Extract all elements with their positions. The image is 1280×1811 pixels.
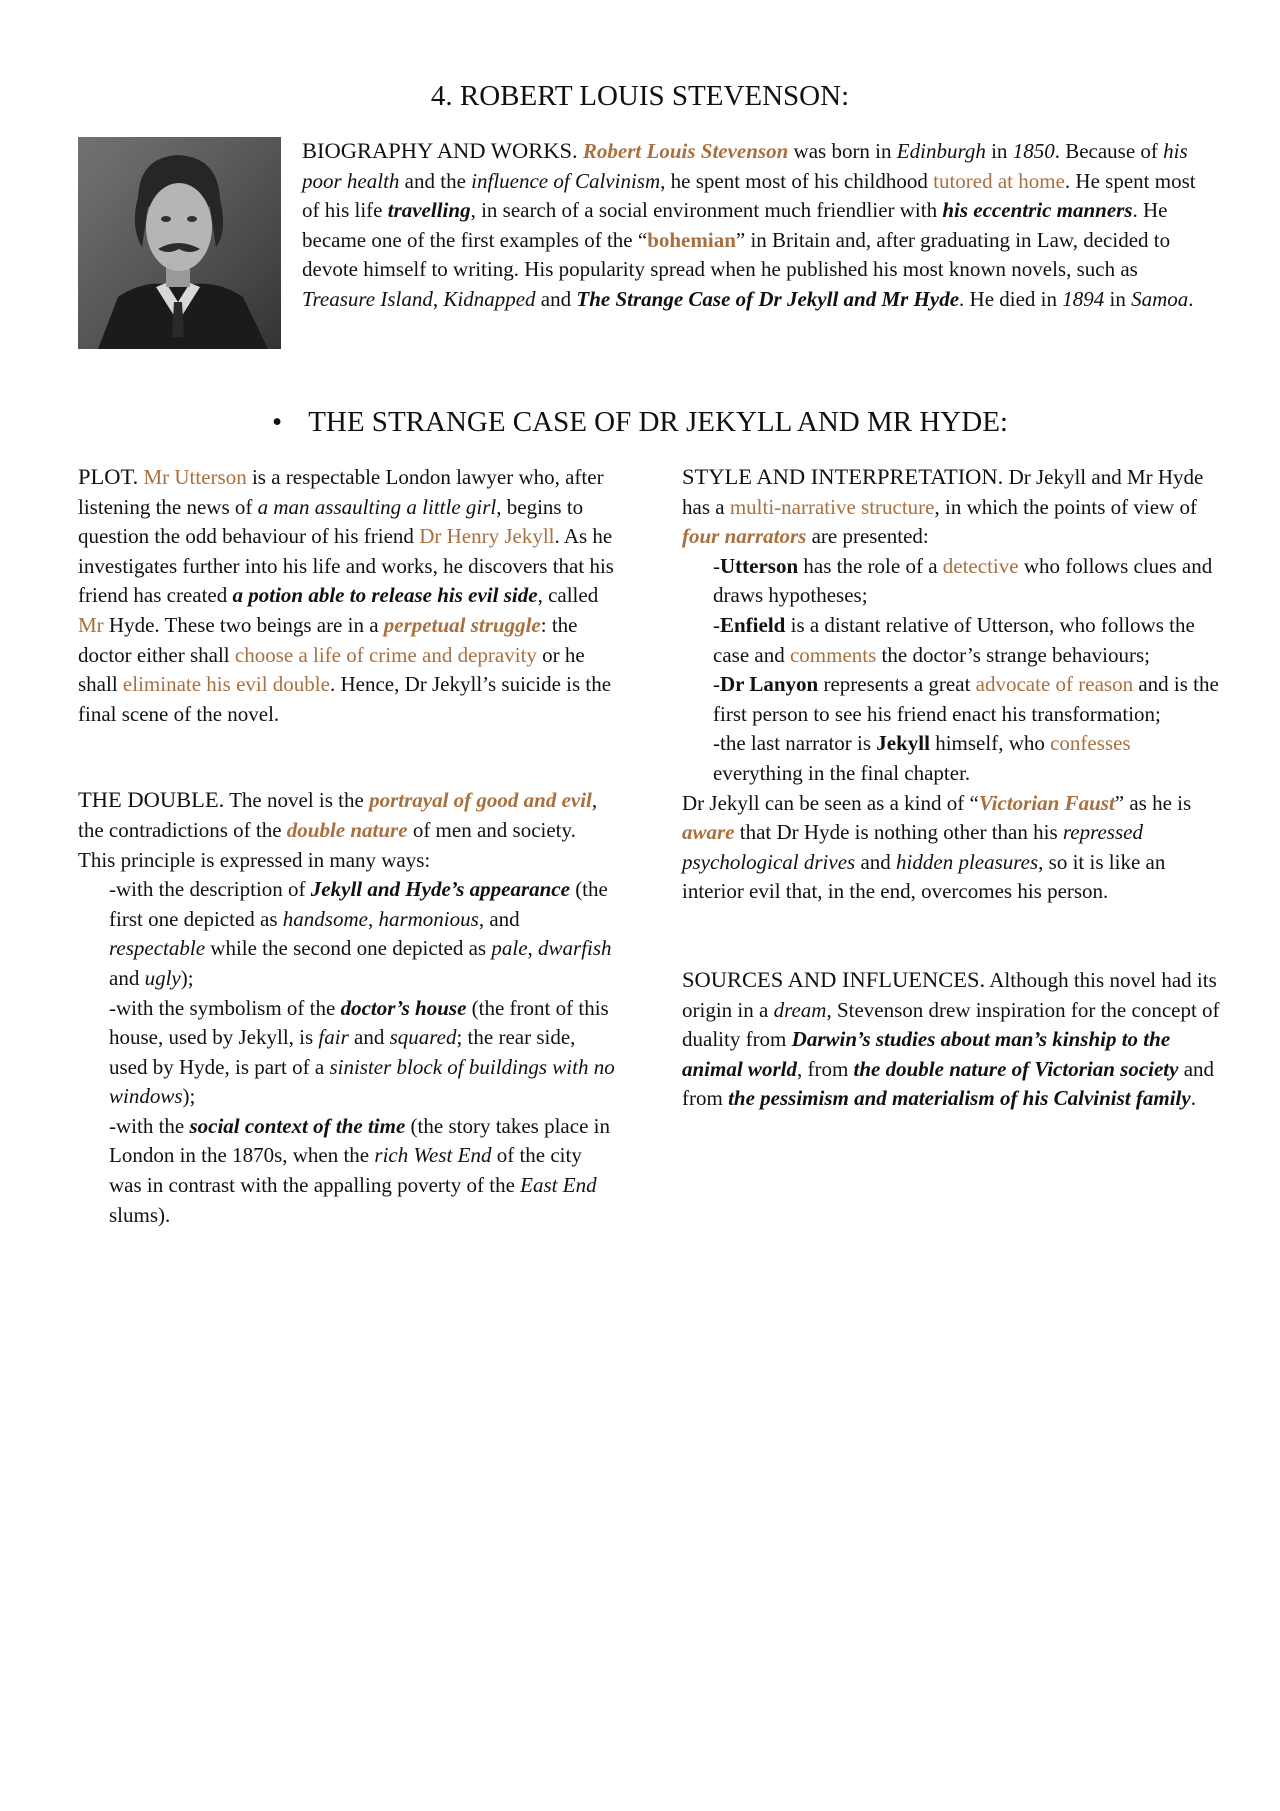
double-respectable: respectable xyxy=(109,936,206,961)
plot-text: Hyde. These two beings are in a xyxy=(103,612,384,637)
bio-text: . xyxy=(1188,286,1194,311)
sources-text: Although this novel had its origin in a xyxy=(682,967,1217,1022)
style-faust-paragraph xyxy=(682,789,1222,907)
double-text: and xyxy=(109,965,145,990)
style-paragraph xyxy=(682,462,1222,552)
bullet-icon: • xyxy=(272,406,283,438)
sources-text: , from xyxy=(796,1056,854,1081)
birth-year: 1850 xyxy=(1012,139,1055,163)
sources-heading: SOURCES AND INFLUENCES. xyxy=(682,966,986,992)
plot-text: . As he investigates further into his life and works, he discovers that his friend has created xyxy=(78,524,614,608)
death-place: Samoa xyxy=(1131,286,1189,311)
style-text: is a distant relative of Utterson, who follows the case and xyxy=(713,612,1195,667)
double-text: , xyxy=(367,906,379,931)
narrator-utterson xyxy=(682,552,1222,611)
double-item-context xyxy=(78,1112,618,1230)
double-paragraph xyxy=(78,785,618,875)
double-item-house xyxy=(78,994,618,1112)
page-title: 4. ROBERT LOUIS STEVENSON: xyxy=(430,80,850,112)
plot-text: is a respectable London lawyer who, after listening the news of xyxy=(78,465,604,519)
double-sinister: sinister block of buildings with no windows xyxy=(109,1054,615,1109)
narrator-lanyon xyxy=(682,670,1222,729)
style-text: Dr Jekyll can be seen as a kind of “ xyxy=(682,790,979,815)
work-treasure-island: Treasure Island xyxy=(302,286,433,311)
sources-paragraph xyxy=(682,965,1222,1114)
double-harmonious: harmonious xyxy=(378,906,479,931)
bio-text: . He spent most of his life xyxy=(302,168,1196,223)
double-text: , the contradictions of the xyxy=(78,788,598,842)
style-detective: detective xyxy=(942,553,1019,578)
portrait-icon xyxy=(78,137,281,349)
sources-dream: dream xyxy=(773,997,827,1022)
bio-text: was born in xyxy=(788,139,897,163)
double-text: -with the xyxy=(109,1113,190,1138)
bio-bohemian: bohemian xyxy=(647,227,736,252)
plot-paragraph xyxy=(78,462,618,729)
style-text: has the role of a xyxy=(798,553,943,578)
double-fair: fair xyxy=(318,1025,349,1050)
double-handsome: handsome xyxy=(282,906,368,931)
style-text: are presented: xyxy=(806,524,929,549)
double-text: (the front of this house, used by Jekyll, is xyxy=(109,995,609,1050)
double-text: of the city was in contrast with the appalling poverty of the xyxy=(109,1143,582,1198)
biography-paragraph xyxy=(302,136,1202,315)
style-faust: Victorian Faust xyxy=(978,790,1115,815)
style-hidden: hidden pleasures xyxy=(896,849,1039,874)
bio-text: and the xyxy=(399,168,472,193)
section-heading-text: THE STRANGE CASE OF DR JEKYLL AND MR HYDE: xyxy=(308,406,1008,438)
double-dwarfish: dwarfish xyxy=(538,936,612,961)
double-house: doctor’s house xyxy=(340,995,467,1020)
bio-text: , he spent most of his childhood xyxy=(660,168,934,193)
double-east-end: East End xyxy=(520,1173,597,1198)
double-text: (the story takes place in London in the 1870s, when the xyxy=(109,1113,610,1168)
bio-text: . Because of xyxy=(1054,139,1164,163)
style-text: , so it is like an interior evil that, in the end, overcomes his person. xyxy=(682,849,1166,904)
plot-henry-jekyll: Dr Henry Jekyll xyxy=(419,524,555,549)
style-text: -the last narrator is xyxy=(713,731,877,756)
double-squared: squared xyxy=(389,1025,457,1050)
bio-heading: BIOGRAPHY AND WORKS. xyxy=(302,138,578,163)
sources-text: , Stevenson drew inspiration for the concept of duality from xyxy=(682,997,1220,1052)
double-text: ; the rear side, used by Hyde, is part of a xyxy=(109,1025,576,1079)
style-text: and is the first person to see his friend enact his transformation; xyxy=(713,672,1219,726)
death-year: 1894 xyxy=(1062,286,1105,311)
double-ugly: ugly xyxy=(144,965,181,990)
birth-place: Edinburgh xyxy=(896,139,986,163)
style-text: - xyxy=(713,672,720,697)
style-text: ” as he is xyxy=(1114,790,1192,815)
style-text: that Dr Hyde is nothing other than his xyxy=(734,820,1063,845)
plot-heading: PLOT. xyxy=(78,464,139,489)
style-comments: comments xyxy=(789,642,877,667)
plot-struggle: perpetual struggle xyxy=(383,612,541,637)
author-name: Robert Louis Stevenson xyxy=(582,139,789,163)
left-column xyxy=(78,462,618,1230)
plot-potion: a potion able to release his evil side xyxy=(232,583,538,608)
narrator-name: Jekyll xyxy=(876,731,930,756)
bio-text: and xyxy=(535,286,577,311)
section-heading xyxy=(0,404,1280,440)
double-appearance: Jekyll and Hyde’s appearance xyxy=(310,877,570,902)
bio-text: , xyxy=(432,286,444,311)
bio-text: in xyxy=(1104,286,1132,311)
double-context: social context of the time xyxy=(189,1113,406,1138)
style-confesses: confesses xyxy=(1050,731,1131,756)
bio-text: in xyxy=(985,139,1013,163)
double-heading: THE DOUBLE. xyxy=(78,787,225,813)
bio-text: . He became one of the first examples of the “ xyxy=(302,198,1168,252)
style-text: the doctor’s strange behaviours; xyxy=(876,642,1151,667)
plot-assault: a man assaulting a little girl xyxy=(257,494,497,519)
style-text: who follows clues and draws hypotheses; xyxy=(713,553,1213,608)
double-text: (the first one depicted as xyxy=(109,877,608,931)
style-text: and xyxy=(855,849,897,874)
double-item-appearance xyxy=(78,875,618,993)
sources-text: . xyxy=(1190,1086,1196,1111)
plot-eliminate: eliminate his evil double xyxy=(122,672,330,697)
work-jekyll-hyde: The Strange Case of Dr Jekyll and Mr Hyde xyxy=(576,286,960,311)
double-west-end: rich West End xyxy=(374,1143,492,1168)
double-text: , and xyxy=(478,906,520,931)
narrator-name: Utterson xyxy=(720,553,799,578)
double-text: slums). xyxy=(109,1202,171,1227)
portrait-photo xyxy=(78,137,281,349)
sources-pessimism: the pessimism and materialism of his Calvinist family xyxy=(728,1086,1191,1111)
style-multi-narrative: multi-narrative structure xyxy=(729,494,935,519)
style-advocate: advocate of reason xyxy=(975,672,1134,697)
plot-text: , called xyxy=(537,583,599,608)
style-aware: aware xyxy=(682,820,735,845)
double-text: ); xyxy=(180,965,194,990)
right-column xyxy=(682,462,1222,1114)
bio-travelling: travelling xyxy=(387,198,471,223)
work-kidnapped: Kidnapped xyxy=(443,286,536,311)
double-text: -with the symbolism of the xyxy=(109,995,341,1020)
bio-health: his poor health xyxy=(302,139,1188,193)
bio-calvinism: influence of Calvinism xyxy=(471,168,661,193)
style-text: Dr Jekyll and Mr Hyde has a xyxy=(682,465,1204,519)
plot-mr: Mr xyxy=(78,612,104,637)
plot-text: , begins to question the odd behaviour of his friend xyxy=(78,494,584,549)
style-text: - xyxy=(713,553,720,578)
double-nature: double nature xyxy=(286,817,408,842)
plot-text: or he shall xyxy=(78,642,585,697)
double-text: -with the description of xyxy=(109,877,311,902)
double-text: ); xyxy=(182,1084,196,1109)
double-text: The novel is the xyxy=(224,788,370,813)
bio-text: . He died in xyxy=(959,286,1063,311)
double-text: of men and society. This principle is expressed in many ways: xyxy=(78,817,576,872)
plot-text: : the doctor either shall xyxy=(78,612,578,667)
style-text: , in which the points of view of xyxy=(934,494,1197,519)
style-heading: STYLE AND INTERPRETATION. xyxy=(682,464,1004,489)
narrator-name: Enfield xyxy=(720,612,786,637)
style-text: himself, who xyxy=(929,731,1051,756)
bio-text: , in search of a social environment much friendlier with xyxy=(470,198,943,223)
bio-text: ” in Britain and, after graduating in Law, decided to devote himself to writing. His popularity spread when he published his most known novels, such as xyxy=(302,227,1171,282)
narrator-jekyll xyxy=(682,729,1222,788)
bio-manners: his eccentric manners xyxy=(942,198,1133,223)
style-text: - xyxy=(713,612,720,637)
style-text: represents a great xyxy=(818,672,976,697)
sources-darwin: Darwin’s studies about man’s kinship to the animal world xyxy=(682,1027,1171,1081)
double-portrayal: portrayal of good and evil xyxy=(369,788,592,813)
plot-choose: choose a life of crime and depravity xyxy=(234,642,537,667)
sources-victorian: the double nature of Victorian society xyxy=(853,1056,1179,1081)
double-pale: pale xyxy=(491,936,528,961)
style-four-narrators: four narrators xyxy=(682,524,807,549)
double-text: , xyxy=(527,936,539,961)
style-repressed: repressed psychological drives xyxy=(682,820,1143,874)
plot-text: . Hence, Dr Jekyll’s suicide is the final scene of the novel. xyxy=(78,672,612,726)
sources-text: and from xyxy=(682,1056,1215,1111)
narrator-enfield xyxy=(682,611,1222,670)
double-text: and xyxy=(348,1025,390,1050)
bio-tutored: tutored at home xyxy=(933,168,1065,193)
style-text: everything in the final chapter. xyxy=(713,760,971,785)
plot-utterson: Mr Utterson xyxy=(143,465,247,489)
narrator-name: Dr Lanyon xyxy=(720,672,819,697)
double-text: while the second one depicted as xyxy=(205,936,492,961)
